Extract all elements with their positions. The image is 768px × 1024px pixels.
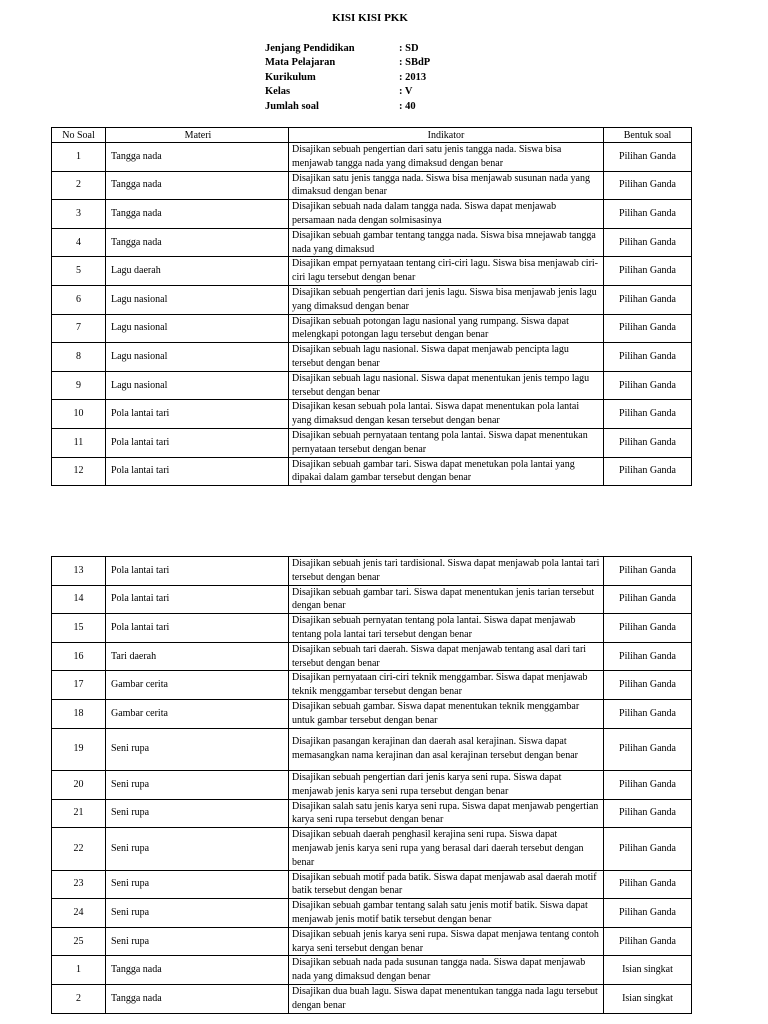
cell-indikator: Disajikan sebuah jenis tari tardisional. Siswa dapat menjawab pola lantai tari tersebut dengan benar [289, 557, 604, 586]
cell-materi: Seni rupa [106, 728, 289, 770]
cell-materi: Lagu nasional [106, 285, 289, 314]
header-bentuk-soal: Bentuk soal [604, 128, 692, 143]
table-body-2 [52, 557, 692, 1014]
table-row [52, 314, 692, 343]
cell-materi: Gambar cerita [106, 699, 289, 728]
table-header-row [52, 128, 692, 143]
cell-bentuk-soal: Pilihan Ganda [604, 870, 692, 899]
cell-indikator: Disajikan pasangan kerajinan dan daerah asal kerajinan. Siswa dapat memasangkan nama kerajinan dan asal kerajinan tersebut dengan benar [289, 728, 604, 770]
table-row [52, 828, 692, 870]
document-meta [265, 42, 430, 114]
cell-indikator: Disajikan sebuah motif pada batik. Siswa dapat menjawab asal daerah motif batik tersebut dengan benar [289, 870, 604, 899]
cell-materi: Lagu daerah [106, 257, 289, 286]
cell-indikator: Disajikan pernyataan ciri-ciri teknik menggambar. Siswa dapat menjawab teknik menggambar tersebut dengan benar [289, 671, 604, 700]
cell-materi: Tangga nada [106, 956, 289, 985]
table-row [52, 557, 692, 586]
meta-row-jumlah [265, 100, 430, 114]
cell-materi: Seni rupa [106, 770, 289, 799]
table-row [52, 699, 692, 728]
cell-no-soal: 20 [52, 770, 106, 799]
cell-materi: Seni rupa [106, 870, 289, 899]
meta-label: Jumlah soal [265, 100, 319, 112]
meta-label: Mata Pelajaran [265, 57, 336, 69]
cell-no-soal: 2 [52, 984, 106, 1013]
cell-materi: Pola lantai tari [106, 585, 289, 614]
table-row [52, 984, 692, 1013]
cell-materi: Seni rupa [106, 899, 289, 928]
table-row [52, 899, 692, 928]
cell-indikator: Disajikan sebuah pengertian dari satu jenis tangga nada. Siswa bisa menjawab tangga nada yang dimaksud dengan benar [289, 143, 604, 172]
cell-materi: Tari daerah [106, 642, 289, 671]
table-row [52, 614, 692, 643]
cell-materi: Tangga nada [106, 143, 289, 172]
cell-indikator: Disajikan sebuah pengertian dari jenis lagu. Siswa bisa menjawab jenis lagu yang dimaksud dengan benar [289, 285, 604, 314]
table-row [52, 257, 692, 286]
cell-materi: Tangga nada [106, 228, 289, 257]
cell-no-soal: 14 [52, 585, 106, 614]
cell-bentuk-soal: Pilihan Ganda [604, 228, 692, 257]
cell-indikator: Disajikan sebuah gambar tentang tangga nada. Siswa bisa mnejawab tangga nada yang dimaksud [289, 228, 604, 257]
cell-bentuk-soal: Pilihan Ganda [604, 770, 692, 799]
cell-bentuk-soal: Isian singkat [604, 956, 692, 985]
table-row [52, 428, 692, 457]
table-row [52, 343, 692, 372]
table-row [52, 285, 692, 314]
cell-no-soal: 21 [52, 799, 106, 828]
cell-no-soal: 6 [52, 285, 106, 314]
cell-indikator: Disajikan sebuah pengertian dari jenis karya seni rupa. Siswa dapat menjawab jenis karya seni rupa tersebut dengan benar [289, 770, 604, 799]
kisi-table-1 [51, 127, 692, 486]
cell-bentuk-soal: Pilihan Ganda [604, 699, 692, 728]
header-no-soal: No Soal [52, 128, 106, 143]
table-row [52, 671, 692, 700]
header-indikator: Indikator [289, 128, 604, 143]
meta-row-jenjang [265, 42, 430, 56]
cell-indikator: Disajikan kesan sebuah pola lantai. Siswa dapat menentukan pola lantai yang dimaksud dengan kesan tersebut dengan benar [289, 400, 604, 429]
kisi-table-2 [51, 556, 692, 1014]
cell-materi: Pola lantai tari [106, 400, 289, 429]
cell-bentuk-soal: Pilihan Ganda [604, 171, 692, 200]
meta-value: : 2013 [399, 71, 427, 83]
cell-no-soal: 1 [52, 956, 106, 985]
cell-bentuk-soal: Pilihan Ganda [604, 799, 692, 828]
table-row [52, 927, 692, 956]
cell-no-soal: 7 [52, 314, 106, 343]
meta-label: Kelas [265, 86, 291, 98]
cell-indikator: Disajikan sebuah nada pada susunan tangga nada. Siswa dapat menjawab nada yang dimaksud dengan benar [289, 956, 604, 985]
cell-materi: Lagu nasional [106, 314, 289, 343]
cell-bentuk-soal: Pilihan Ganda [604, 927, 692, 956]
table-row [52, 770, 692, 799]
cell-indikator: Disajikan sebuah tari daerah. Siswa dapat menjawab tentang asal dari tari tersebut dengan benar [289, 642, 604, 671]
table-row [52, 143, 692, 172]
cell-materi: Pola lantai tari [106, 614, 289, 643]
cell-indikator: Disajikan sebuah gambar tentang salah satu jenis motif batik. Siswa dapat menjawab jenis motif batik tersebut dengan benar [289, 899, 604, 928]
cell-materi: Seni rupa [106, 799, 289, 828]
cell-indikator: Disajikan sebuah potongan lagu nasional yang rumpang. Siswa dapat melengkapi potongan lagu tersebut dengan benar [289, 314, 604, 343]
table-row [52, 171, 692, 200]
cell-materi: Lagu nasional [106, 343, 289, 372]
cell-no-soal: 9 [52, 371, 106, 400]
cell-no-soal: 11 [52, 428, 106, 457]
table-row [52, 642, 692, 671]
cell-no-soal: 25 [52, 927, 106, 956]
cell-indikator: Disajikan sebuah lagu nasional. Siswa dapat menjawab pencipta lagu tersebut dengan benar [289, 343, 604, 372]
meta-label: Jenjang Pendidikan [265, 43, 355, 54]
cell-no-soal: 22 [52, 828, 106, 870]
table-row [52, 870, 692, 899]
cell-indikator: Disajikan sebuah gambar tari. Siswa dapat menetukan pola lantai yang dipakai dalam gambar tersebut dengan benar [289, 457, 604, 486]
cell-indikator: Disajikan sebuah gambar. Siswa dapat menentukan teknik menggambar untuk gambar tersebut dengan benar [289, 699, 604, 728]
cell-indikator: Disajikan sebuah gambar tari. Siswa dapat menentukan jenis tarian tersebut dengan benar [289, 585, 604, 614]
cell-bentuk-soal: Pilihan Ganda [604, 642, 692, 671]
cell-bentuk-soal: Pilihan Ganda [604, 585, 692, 614]
cell-bentuk-soal: Pilihan Ganda [604, 899, 692, 928]
cell-no-soal: 24 [52, 899, 106, 928]
table-row [52, 371, 692, 400]
cell-bentuk-soal: Pilihan Ganda [604, 728, 692, 770]
meta-row-mapel [265, 56, 430, 70]
cell-no-soal: 2 [52, 171, 106, 200]
table-body-1 [52, 143, 692, 486]
cell-bentuk-soal: Pilihan Ganda [604, 671, 692, 700]
table-row [52, 228, 692, 257]
cell-no-soal: 13 [52, 557, 106, 586]
cell-materi: Gambar cerita [106, 671, 289, 700]
cell-no-soal: 19 [52, 728, 106, 770]
cell-indikator: Disajikan dua buah lagu. Siswa dapat menentukan tangga nada lagu tersebut dengan benar [289, 984, 604, 1013]
cell-no-soal: 5 [52, 257, 106, 286]
cell-bentuk-soal: Pilihan Ganda [604, 457, 692, 486]
meta-value: : SD [399, 43, 419, 54]
table-row [52, 457, 692, 486]
cell-materi: Pola lantai tari [106, 557, 289, 586]
table-row [52, 799, 692, 828]
cell-materi: Tangga nada [106, 200, 289, 229]
cell-indikator: Disajikan sebuah pernyatan tentang pola lantai. Siswa dapat menjawab tentang pola lantai tari tersebut dengan benar [289, 614, 604, 643]
cell-no-soal: 3 [52, 200, 106, 229]
cell-no-soal: 8 [52, 343, 106, 372]
cell-no-soal: 18 [52, 699, 106, 728]
cell-materi: Tangga nada [106, 984, 289, 1013]
cell-no-soal: 10 [52, 400, 106, 429]
table-row [52, 956, 692, 985]
cell-bentuk-soal: Pilihan Ganda [604, 285, 692, 314]
table-row [52, 585, 692, 614]
cell-indikator: Disajikan sebuah nada dalam tangga nada. Siswa dapat menjawab persamaan nada dengan solmisasinya [289, 200, 604, 229]
cell-materi: Seni rupa [106, 927, 289, 956]
meta-row-kurikulum [265, 71, 430, 85]
cell-indikator: Disajikan sebuah jenis karya seni rupa. Siswa dapat menjawa tentang contoh karya seni tersebut dengan benar [289, 927, 604, 956]
cell-bentuk-soal: Pilihan Ganda [604, 314, 692, 343]
cell-bentuk-soal: Pilihan Ganda [604, 428, 692, 457]
header-materi: Materi [106, 128, 289, 143]
cell-materi: Pola lantai tari [106, 457, 289, 486]
cell-indikator: Disajikan satu jenis tangga nada. Siswa bisa menjawab susunan nada yang dimaksud dengan benar [289, 171, 604, 200]
meta-value: : SBdP [399, 57, 431, 69]
cell-no-soal: 4 [52, 228, 106, 257]
cell-bentuk-soal: Pilihan Ganda [604, 143, 692, 172]
meta-value: : 40 [399, 100, 416, 112]
meta-row-kelas [265, 85, 430, 99]
cell-no-soal: 1 [52, 143, 106, 172]
table-row [52, 728, 692, 770]
cell-bentuk-soal: Isian singkat [604, 984, 692, 1013]
cell-bentuk-soal: Pilihan Ganda [604, 828, 692, 870]
cell-bentuk-soal: Pilihan Ganda [604, 614, 692, 643]
table-row [52, 200, 692, 229]
document-title: KISI KISI PKK [332, 12, 408, 24]
cell-bentuk-soal: Pilihan Ganda [604, 400, 692, 429]
cell-indikator: Disajikan sebuah pernyataan tentang pola lantai. Siswa dapat menentukan pernyataan tersebut dengan benar [289, 428, 604, 457]
cell-materi: Lagu nasional [106, 371, 289, 400]
cell-bentuk-soal: Pilihan Ganda [604, 257, 692, 286]
meta-value: : V [399, 86, 413, 98]
meta-label: Kurikulum [265, 71, 316, 83]
cell-indikator: Disajikan empat pernyataan tentang ciri-ciri lagu. Siswa bisa menjawab ciri-ciri lagu tersebut dengan benar [289, 257, 604, 286]
cell-bentuk-soal: Pilihan Ganda [604, 200, 692, 229]
cell-materi: Tangga nada [106, 171, 289, 200]
cell-no-soal: 16 [52, 642, 106, 671]
cell-bentuk-soal: Pilihan Ganda [604, 343, 692, 372]
cell-materi: Seni rupa [106, 828, 289, 870]
cell-indikator: Disajikan salah satu jenis karya seni rupa. Siswa dapat menjawab pengertian karya seni rupa tersebut dengan benar [289, 799, 604, 828]
cell-indikator: Disajikan sebuah daerah penghasil kerajina seni rupa. Siswa dapat menjawab jenis karya seni rupa yang berasal dari daerah tersebut dengan benar [289, 828, 604, 870]
cell-materi: Pola lantai tari [106, 428, 289, 457]
cell-bentuk-soal: Pilihan Ganda [604, 371, 692, 400]
cell-indikator: Disajikan sebuah lagu nasional. Siswa dapat menentukan jenis tempo lagu tersebut dengan benar [289, 371, 604, 400]
table-row [52, 400, 692, 429]
cell-no-soal: 23 [52, 870, 106, 899]
cell-no-soal: 12 [52, 457, 106, 486]
cell-no-soal: 17 [52, 671, 106, 700]
cell-bentuk-soal: Pilihan Ganda [604, 557, 692, 586]
cell-no-soal: 15 [52, 614, 106, 643]
